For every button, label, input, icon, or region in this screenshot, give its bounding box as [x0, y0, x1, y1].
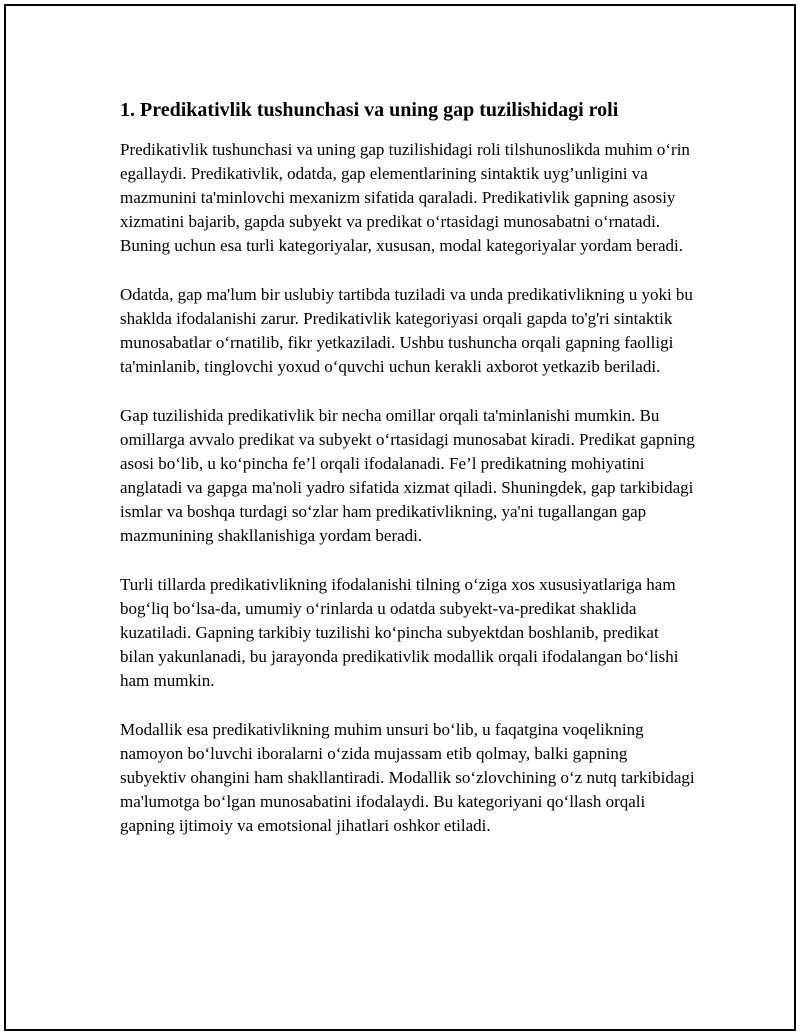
document-body — [120, 98, 695, 838]
document-page — [4, 4, 796, 1031]
paragraph-3: Gap tuzilishida predikativlik bir necha omillar orqali ta'minlanishi mumkin. Bu omillarga avvalo predikat va subyekt o‘rtasidagi munosabat kiradi. Predikat gapning asosi bo‘lib, u ko‘pincha fe’l orqali ifodalanadi. Fe’l predikatning mohiyatini anglatadi va gapga ma'noli yadro sifatida xizmat qiladi. Shuningdek, gap tarkibidagi ismlar va boshqa turdagi so‘zlar ham predikativlikning, ya'ni tugallangan gap mazmunining shakllanishiga yordam beradi. — [120, 406, 695, 545]
paragraph-5: Modallik esa predikativlikning muhim unsuri bo‘lib, u faqatgina voqelikning namoyon bo‘luvchi iboralarni o‘zida mujassam etib qolmay, balki gapning subyektiv ohangini ham shakllantiradi. Modallik so‘zlovchining o‘z nutq tarkibidagi ma'lumotga bo‘lgan munosabatini ifodalaydi. Bu kategoriyani qo‘llash orqali gapning ijtimoiy va emotsional jihatlari oshkor etiladi. — [120, 720, 695, 835]
section-title: 1. Predikativlik tushunchasi va uning gap tuzilishidagi roli — [120, 99, 619, 121]
paragraph-2: Odatda, gap ma'lum bir uslubiy tartibda tuziladi va unda predikativlikning u yoki bu shaklda ifodalanishi zarur. Predikativlik kategoriyasi orqali gapda to'g'ri sintaktik munosabatlar o‘rnatilib, fikr yetkaziladi. Ushbu tushuncha orqali gapning faolligi ta'minlanib, tinglovchi yoxud o‘quvchi uchun kerakli axborot yetkazib beriladi. — [120, 285, 693, 376]
paragraph-1: Predikativlik tushunchasi va uning gap tuzilishidagi roli tilshunoslikda muhim o‘rin egallaydi. Predikativlik, odatda, gap elementlarining sintaktik uyg’unligini va mazmunini ta'minlovchi mexanizm sifatida qaraladi. Predikativlik gapning asosiy xizmatini bajarib, gapda subyekt va predikat o‘rtasidagi munosabatni o‘rnatadi. Buning uchun esa turli kategoriyalar, xususan, modal kategoriyalar yordam beradi. — [120, 140, 690, 255]
paragraph-4: Turli tillarda predikativlikning ifodalanishi tilning o‘ziga xos xususiyatlariga ham bog‘liq bo‘lsa-da, umumiy o‘rinlarda u odatda subyekt-va-predikat shaklida kuzatiladi. Gapning tarkibiy tuzilishi ko‘pincha subyektdan boshlanib, predikat bilan yakunlanadi, bu jarayonda predikativlik modallik orqali ifodalangan bo‘lishi ham mumkin. — [120, 575, 679, 690]
